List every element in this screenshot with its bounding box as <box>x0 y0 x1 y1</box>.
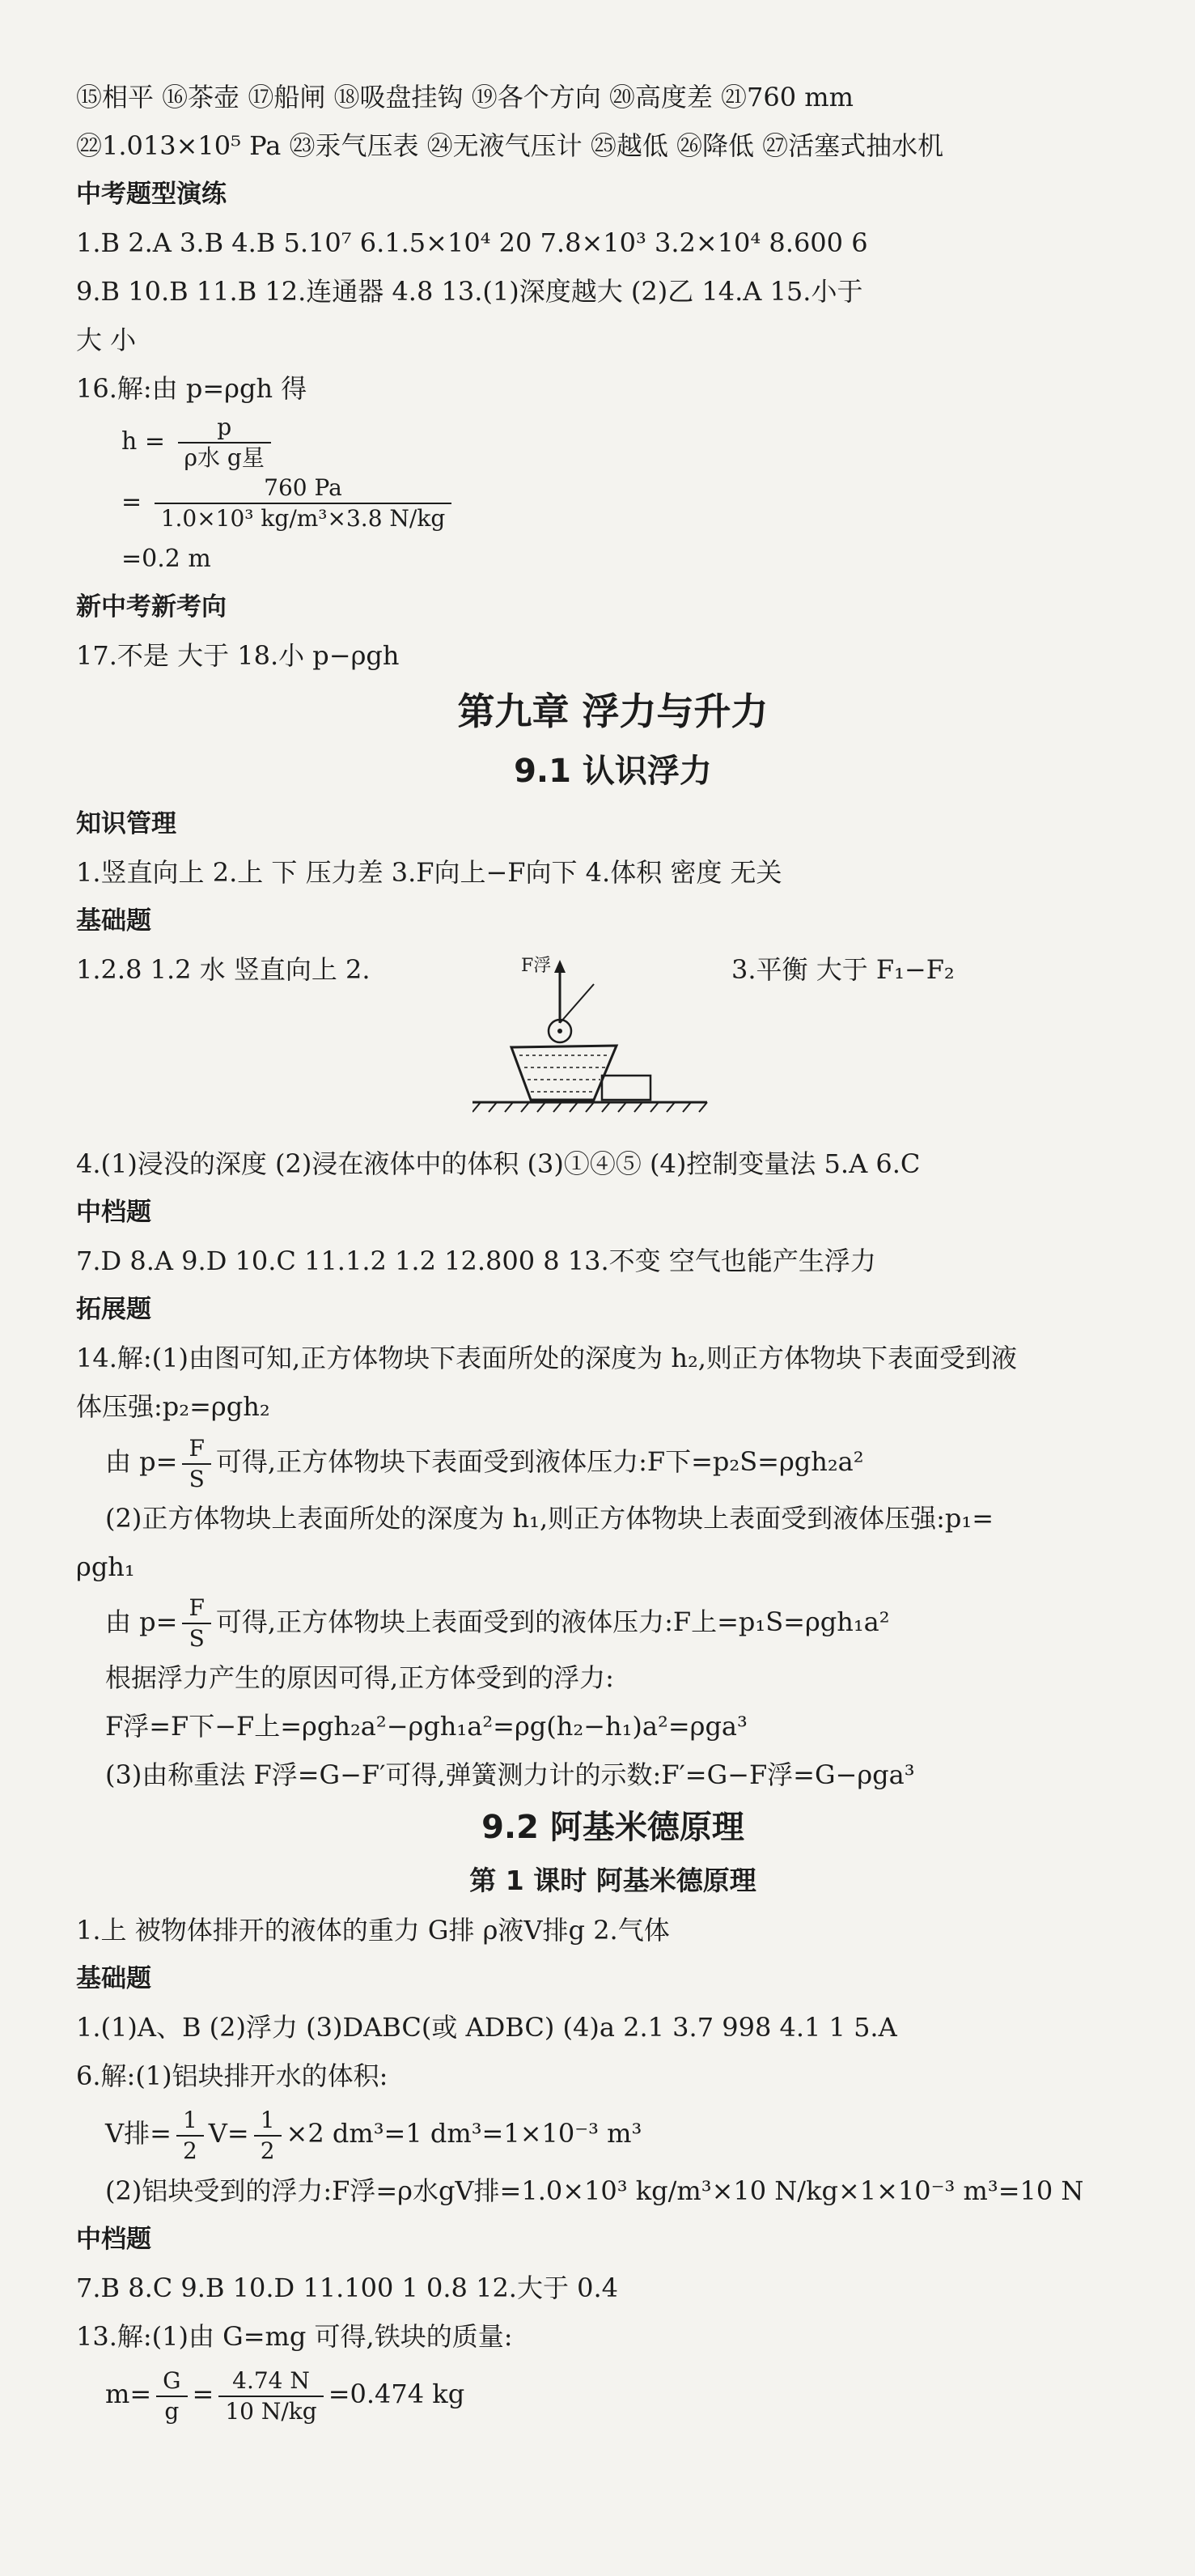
fraction: $\frac{F}{S}$ <box>182 1594 210 1653</box>
answer-line: 由 p= $\frac{F}{S}$ 可得,正方体物块上表面受到的液体压力:F上=p₁S=ρgh₁a² <box>105 1594 890 1652</box>
section-heading: 新中考新考向 <box>76 592 227 622</box>
answer-line: 9.B 10.B 11.B 12.连通器 4.8 13.(1)深度越大 (2)乙 14.A 15.小于 <box>76 276 863 307</box>
section-title: 9.1 认识浮力 <box>514 753 712 790</box>
answer-line: V排= $\frac{1}{2}$ V= $\frac{1}{2}$ ×2 dm³=1 dm³=1×10⁻³ m³ <box>105 2106 642 2164</box>
answer-line: (2)铝块受到的浮力:F浮=ρ水gV排=1.0×10³ kg/m³×10 N/kg×1×10⁻³ m³=10 N <box>105 2175 1084 2206</box>
answer-line: 4.(1)浸没的深度 (2)浸在液体中的体积 (3)①④⑤ (4)控制变量法 5.A 6.C <box>76 1148 921 1179</box>
answer-line: 1.(1)A、B (2)浮力 (3)DABC(或 ADBC) (4)a 2.1 3.7 998 4.1 1 5.A <box>76 2012 897 2043</box>
answer-line: 7.D 8.A 9.D 10.C 11.1.2 1.2 12.800 8 13.不变 空气也能产生浮力 <box>76 1246 876 1276</box>
fraction: $\frac{G}{g}$ <box>156 2366 187 2426</box>
buoyancy-diagram <box>472 950 715 1136</box>
answer-line: 16.解:由 p=ρgh 得 <box>76 373 307 404</box>
section-heading: 中档题 <box>76 1198 151 1227</box>
answer-line: F浮=F下−F上=ρgh₂a²−ρgh₁a²=ρg(h₂−h₁)a²=ρga³ <box>105 1711 748 1742</box>
answer-line: m= $\frac{G}{g}$ = $\frac{4.74 N}{10 N/kg}$ =0.474 kg <box>105 2366 465 2425</box>
answer-line: 1.上 被物体排开的液体的重力 G排 ρ液V排g 2.气体 <box>76 1915 670 1946</box>
section-title: 9.2 阿基米德原理 <box>481 1809 744 1846</box>
section-heading: 拓展题 <box>76 1295 151 1324</box>
answer-line: 14.解:(1)由图可知,正方体物块下表面所处的深度为 h₂,则正方体物块下表面受到液 <box>76 1343 1017 1373</box>
section-heading: 基础题 <box>76 906 151 936</box>
fraction: $\frac{p}{\text{ρ水 g星}}$ <box>178 413 271 473</box>
answer-line: ㉒1.013×10⁵ Pa ㉓汞气压表 ㉔无液气压计 ㉕越低 ㉖降低 ㉗活塞式抽水机 <box>76 130 944 161</box>
answer-row-with-figure: 1.2.8 1.2 水 竖直向上 2. F浮 3.平衡 大于 F₁−F₂ <box>76 945 1150 1139</box>
fraction: $\frac{1}{2}$ <box>254 2106 282 2166</box>
section-heading: 中档题 <box>76 2225 151 2254</box>
answer-line: 17.不是 大于 18.小 p−ρgh <box>76 640 400 671</box>
answer-line: 由 p= $\frac{F}{S}$ 可得,正方体物块下表面受到液体压力:F下=p₂S=ρgh₂a² <box>105 1434 864 1492</box>
answer-line: 7.B 8.C 9.B 10.D 11.100 1 0.8 12.大于 0.4 <box>76 2273 619 2303</box>
section-heading: 知识管理 <box>76 809 176 838</box>
answer-line: 1.竖直向上 2.上 下 压力差 3.F向上−F向下 4.体积 密度 无关 <box>76 857 782 888</box>
answer-line: ρgh₁ <box>76 1551 135 1582</box>
fraction: $\frac{4.74 N}{10 N/kg}$ <box>218 2366 323 2426</box>
chapter-title: 第九章 浮力与升力 <box>457 690 769 733</box>
fraction: $\frac{1}{2}$ <box>176 2106 204 2166</box>
section-heading: 基础题 <box>76 1964 151 1993</box>
answer-line: ⑮相平 ⑯茶壶 ⑰船闸 ⑱吸盘挂钩 ⑲各个方向 ⑳高度差 ㉑760 mm <box>76 82 854 112</box>
lesson-title: 第 1 课时 阿基米德原理 <box>469 1865 756 1896</box>
answer-line: (3)由称重法 F浮=G−F′可得,弹簧测力计的示数:F′=G−F浮=G−ρga³ <box>105 1759 915 1790</box>
answer-line: 1.B 2.A 3.B 4.B 5.10⁷ 6.1.5×10⁴ 20 7.8×10³ 3.2×10⁴ 8.600 6 <box>76 227 868 258</box>
fraction: $\frac{760 Pa}{\text{1.0×10³ kg/m³×3.8 N/kg}}$ <box>155 473 452 533</box>
equation-block: h = $\frac{p}{\text{ρ水 g星}}$ = $\frac{760 Pa}{\text{1.0×10³ kg/m³×3.8 N/kg}}$ =0.2 m <box>76 413 1150 583</box>
answer-line: 根据浮力产生的原因可得,正方体受到的浮力: <box>105 1662 614 1693</box>
section-heading: 中考题型演练 <box>76 180 227 209</box>
svg-text:F浮: F浮 <box>521 956 552 976</box>
answer-line: 13.解:(1)由 G=mg 可得,铁块的质量: <box>76 2321 513 2352</box>
answer-line: 大 小 <box>76 325 137 355</box>
answer-line: (2)正方体物块上表面所处的深度为 h₁,则正方体物块上表面受到液体压强:p₁= <box>105 1502 994 1534</box>
answer-line: 体压强:p₂=ρgh₂ <box>76 1391 270 1422</box>
answer-line: 6.解:(1)铝块排开水的体积: <box>76 2060 388 2091</box>
fraction: $\frac{F}{S}$ <box>182 1434 210 1494</box>
